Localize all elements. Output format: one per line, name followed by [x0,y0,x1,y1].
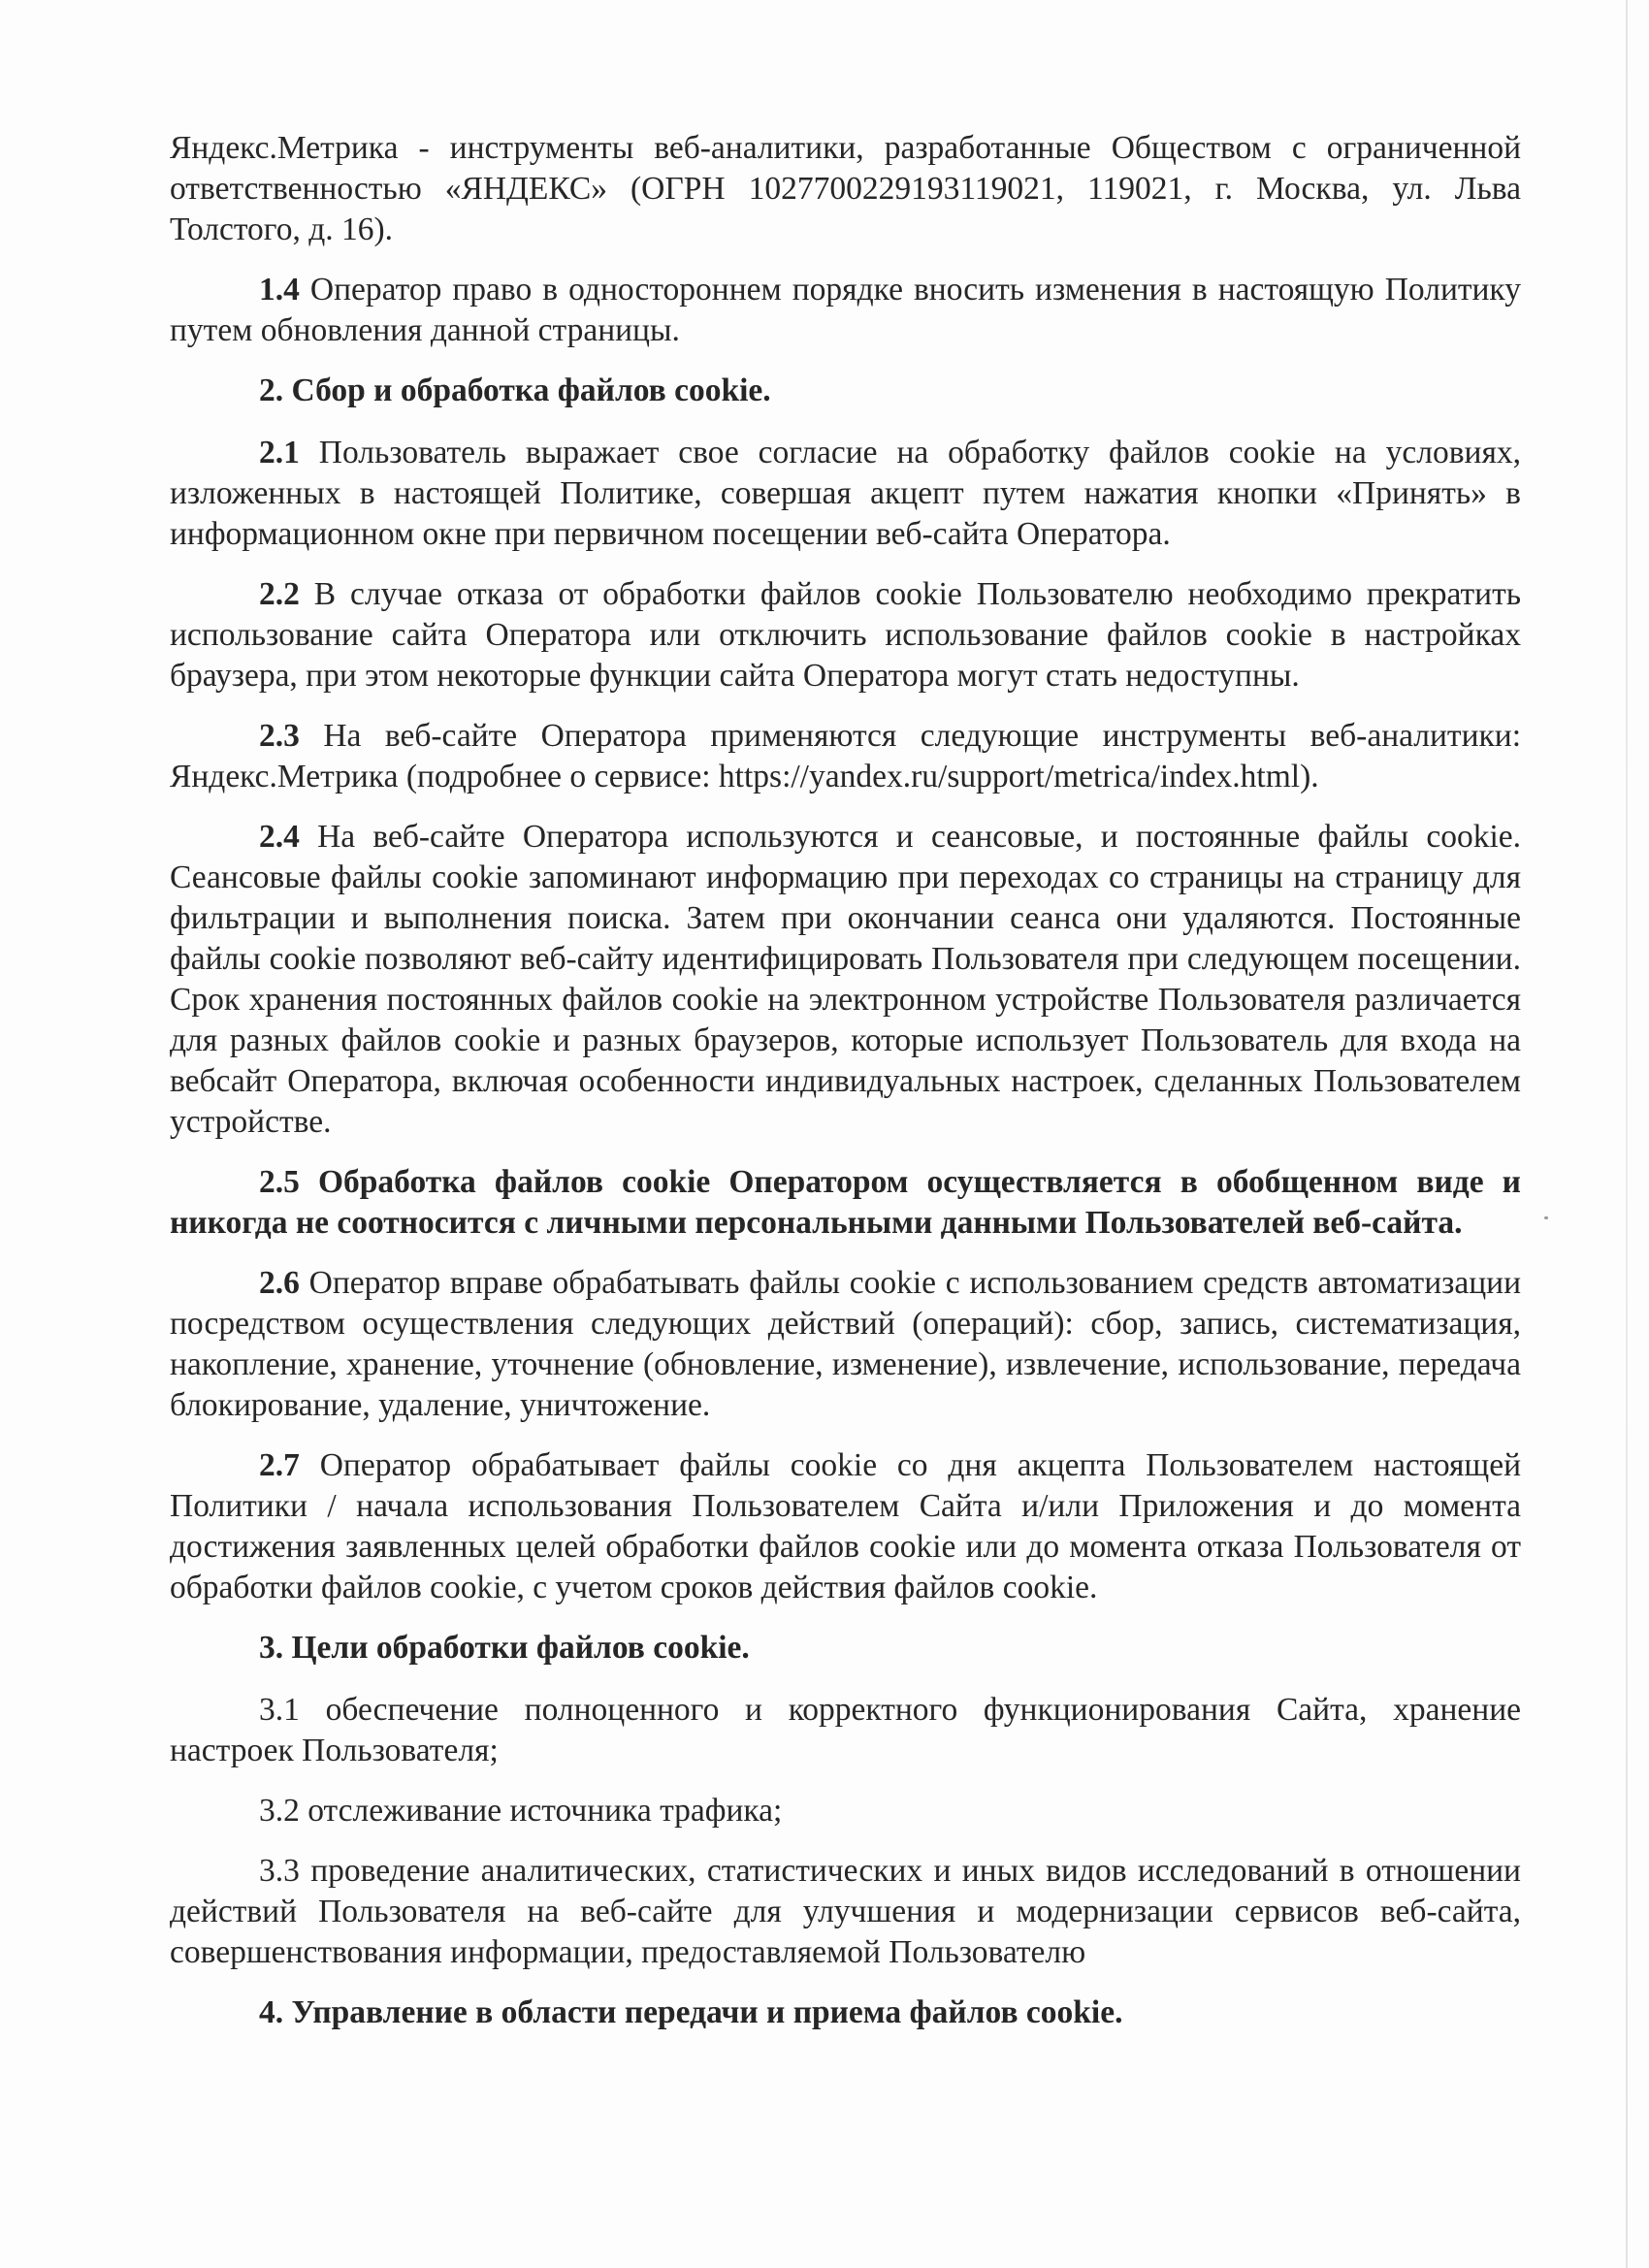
paragraph-text: Оператор вправе обрабатывать файлы cookie с использованием средств автоматизации посредством осуществления следующих действий (операций): сбор, запись, систематизация, накопление, хранение, уточнение (обновление, изменение), извлечение, использование, передача блокирование, удаление, уничтожение. [170,1265,1522,1423]
paragraph-number: 2.3 [259,718,300,754]
paragraph-text: На веб-сайте Оператора применяются следующие инструменты веб-аналитики: Яндекс.Метрика (подробнее о сервисе: https://yandex.ru/support/metrica/index.html). [170,718,1522,794]
scan-speck [1544,1216,1548,1219]
intro-paragraph: Яндекс.Метрика - инструменты веб-аналитики, разработанные Обществом с ограниченной ответственностью «ЯНДЕКС» (ОГРН 1027700229193119021, 119021, г. Москва, ул. Льва Толстого, д. 16). [170,130,1521,247]
paragraph-2-4 [170,817,1521,1143]
paragraph-2-7 [170,1445,1521,1608]
paragraph-text: Оператор право в одностороннем порядке вносить изменения в настоящую Политику путем обновления данной страницы. [170,272,1521,348]
paragraph-text: Пользователь выражает свое согласие на обработку файлов cookie на условиях, изложенных в настоящей Политике, совершая акцепт путем нажатия кнопки «Принять» в информационном окне при первичном посещении веб-сайта Оператора. [170,435,1522,552]
paragraph-number: 2.2 [259,576,300,612]
section-3-heading: 3. Цели обработки файлов cookie. [259,1630,750,1666]
paragraph-3-3: 3.3 проведение аналитических, статистических и иных видов исследований в отношении действий Пользователя на веб-сайте для улучшения и модернизации сервисов веб-сайта, совершенствования информации, предоставляемой Пользователю [170,1853,1521,1970]
paragraph-2-5: 2.5 Обработка файлов cookie Оператором осуществляется в обобщенном виде и никогда не соотносится с личными персональными данными Пользователей веб-сайта. [170,1164,1521,1241]
paragraph-number: 2.4 [259,819,300,855]
paragraph-2-1 [170,433,1521,555]
paragraph-number: 2.6 [259,1265,300,1301]
paragraph-text: Оператор обрабатывает файлы cookie со дня акцепта Пользователем настоящей Политики / начала использования Пользователем Сайта и/или Приложения и до момента достижения заявленных целей обработки файлов cookie или до момента отказа Пользователя от обработки файлов cookie, с учетом сроков действия файлов cookie. [170,1447,1521,1605]
paragraph-3-2: 3.2 отслеживание источника трафика; [259,1793,783,1829]
paragraph-2-2 [170,574,1521,697]
section-2-heading: 2. Сбор и обработка файлов cookie. [259,373,771,408]
paragraph-text: В случае отказа от обработки файлов cookie Пользователю необходимо прекратить использование сайта Оператора или отключить использование файлов cookie в настройках браузера, при этом некоторые функции сайта Оператора могут стать недоступны. [170,576,1521,694]
scan-edge-line [1626,0,1628,2268]
paragraph-number: 2.1 [259,435,300,470]
paragraph-text: На веб-сайте Оператора используются и сеансовые, и постоянные файлы cookie. Сеансовые файлы cookie запоминают информацию при переходах со страницы на страницу для фильтрации и выполнения поиска. Затем при окончании сеанса они удаляются. Постоянные файлы cookie позволяют веб-сайту идентифицировать Пользователя при следующем посещении. Срок хранения постоянных файлов cookie на электронном устройстве Пользователя различается для разных файлов cookie и разных браузеров, которые использует Пользователь для входа на вебсайт Оператора, включая особенности индивидуальных настроек, сделанных Пользователем устройстве. [170,819,1521,1140]
document-body [170,128,1521,2055]
paragraph-2-6 [170,1263,1521,1426]
section-4-heading: 4. Управление в области передачи и приема файлов cookie. [259,1994,1123,2030]
paragraph-2-3 [170,716,1521,797]
paragraph-number: 2.7 [259,1447,300,1483]
paragraph-number: 1.4 [259,272,300,308]
paragraph-1-4 [170,270,1521,351]
paragraph-3-1: 3.1 обеспечение полноценного и корректного функционирования Сайта, хранение настроек Пользователя; [170,1692,1521,1768]
